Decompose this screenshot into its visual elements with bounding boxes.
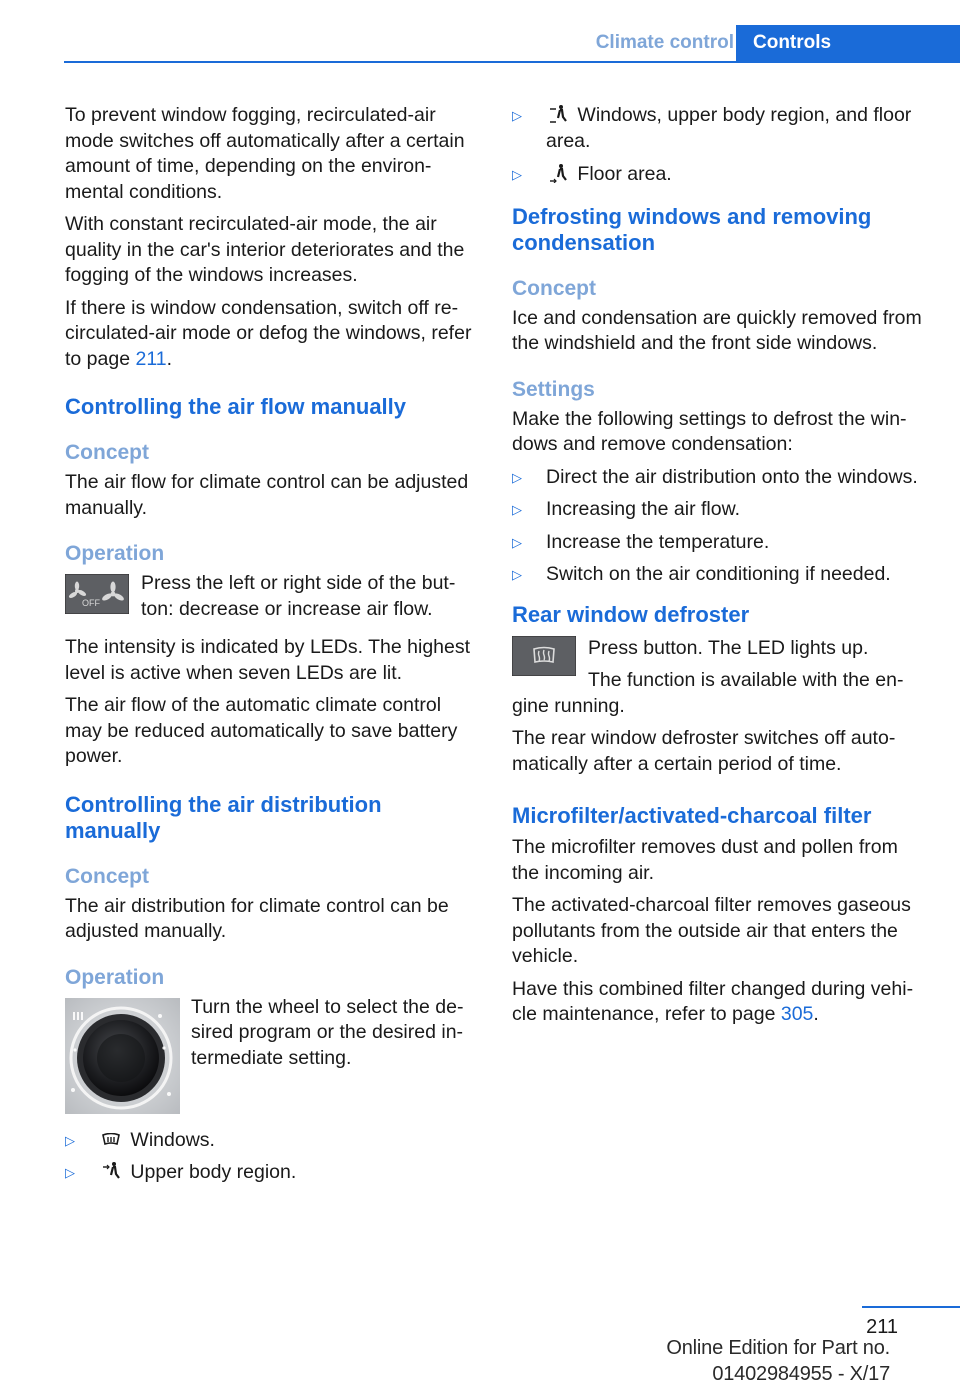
- paragraph: Turn the wheel to select the desired program or the desired intermediate setting.: [191, 995, 464, 1069]
- floor-airflow-icon: [548, 163, 568, 183]
- paragraph: If there is window condensation, switch off recirculated-air mode or defog the windows, refer to page 211.: [65, 296, 472, 370]
- running-header-section: Climate control: [595, 32, 734, 53]
- running-header-chapter: Controls: [736, 25, 960, 61]
- list-item: ▷ Increasing the air flow.: [512, 497, 928, 523]
- edition-footer: Online Edition for Part no. 01402984955 - X/17: [666, 1337, 890, 1385]
- paragraph: Make the following settings to defrost the windows and remove condensation:: [512, 407, 907, 455]
- heading-microfilter: Microfilter/activated-charcoal filter: [512, 803, 872, 828]
- triangle-bullet-icon: ▷: [512, 108, 522, 123]
- upper-body-airflow-icon: [101, 1161, 121, 1181]
- triangle-bullet-icon: ▷: [65, 1165, 75, 1180]
- triangle-bullet-icon: ▷: [512, 167, 522, 182]
- subheading-operation: Operation: [65, 965, 165, 989]
- subheading-settings: Settings: [512, 377, 595, 401]
- triangle-bullet-icon: ▷: [65, 1132, 75, 1148]
- list-item: ▷ Switch on the air conditioning if needed.: [512, 562, 928, 588]
- subheading-concept: Concept: [512, 276, 596, 300]
- paragraph: Ice and condensation are quickly removed from the windshield and the front side windows.: [512, 306, 922, 354]
- paragraph: The rear window defroster switches off automatically after a certain period of time.: [512, 727, 896, 775]
- list-item: ▷ Upper body region.: [65, 1160, 480, 1186]
- air-distribution-list-continued: [512, 103, 928, 188]
- triangle-bullet-icon: ▷: [512, 567, 522, 582]
- heading-rear-defroster: Rear window defroster: [512, 601, 750, 627]
- paragraph: The air distribution for climate control can be adjusted manually.: [65, 894, 449, 942]
- defrost-settings-list: [512, 465, 928, 588]
- header-rule: [64, 61, 960, 63]
- windshield-icon: [101, 1133, 121, 1149]
- heading-distribution: Controlling the air distribution manually: [65, 791, 382, 843]
- right-column: [512, 103, 928, 1035]
- footer-rule: [862, 1306, 960, 1308]
- heading-airflow: Controlling the air flow manually: [65, 394, 407, 419]
- paragraph: The function is available with the engine running.: [512, 669, 904, 717]
- left-column: [65, 103, 480, 1193]
- subheading-concept: Concept: [65, 441, 149, 464]
- triangle-bullet-icon: ▷: [512, 469, 522, 485]
- rear-defroster-button-image: [512, 636, 576, 676]
- heading-defrosting: Defrosting windows and removing condensation: [512, 203, 872, 255]
- subheading-concept: Concept: [65, 864, 149, 888]
- paragraph: The air flow for climate control can be adjusted manually.: [65, 471, 469, 519]
- air-distribution-wheel-image: [65, 998, 180, 1114]
- paragraph: Press button. The LED lights up.: [588, 636, 869, 659]
- triangle-bullet-icon: ▷: [512, 534, 522, 550]
- list-item: ▷ Increase the temperature.: [512, 530, 928, 556]
- page-link[interactable]: 305: [780, 1003, 814, 1025]
- upper-body-and-floor-airflow-icon: [548, 104, 568, 124]
- paragraph: Have this combined filter changed during vehicle maintenance, refer to page 305.: [512, 977, 914, 1025]
- paragraph: The intensity is indicated by LEDs. The highest level is active when seven LEDs are lit.: [65, 636, 471, 684]
- list-item: ▷ Windows, upper body region, and floor area.: [512, 104, 912, 152]
- list-item: ▷ Direct the air distribution onto the windows.: [512, 465, 928, 491]
- paragraph: The activated-charcoal filter removes gaseous pollutants from the outside air that enters the vehicle.: [512, 894, 911, 967]
- page-link[interactable]: 211: [135, 347, 167, 370]
- air-distribution-list: [65, 1128, 480, 1186]
- list-item: ▷ Floor area.: [512, 162, 928, 188]
- fan-button-image: [65, 574, 129, 614]
- paragraph: The microfilter removes dust and pollen from the incoming air.: [512, 836, 898, 884]
- fan-off-label: OFF: [82, 598, 100, 608]
- page-number: 211: [866, 1316, 898, 1338]
- list-item: ▷ Windows.: [65, 1128, 480, 1154]
- paragraph: To prevent window fogging, recirculated-air mode switches off automatically after a certain amount of time, depending on the environmental conditions.: [65, 104, 465, 203]
- subheading-operation: Operation: [65, 542, 165, 565]
- paragraph: The air flow of the automatic climate control may be reduced automatically to save battery power.: [65, 694, 458, 767]
- paragraph: With constant recirculated-air mode, the air quality in the car's interior deteriorates and the fogging of the windows increases.: [65, 213, 465, 286]
- triangle-bullet-icon: ▷: [512, 502, 522, 517]
- paragraph: Press the left or right side of the button: decrease or increase air flow.: [141, 572, 456, 620]
